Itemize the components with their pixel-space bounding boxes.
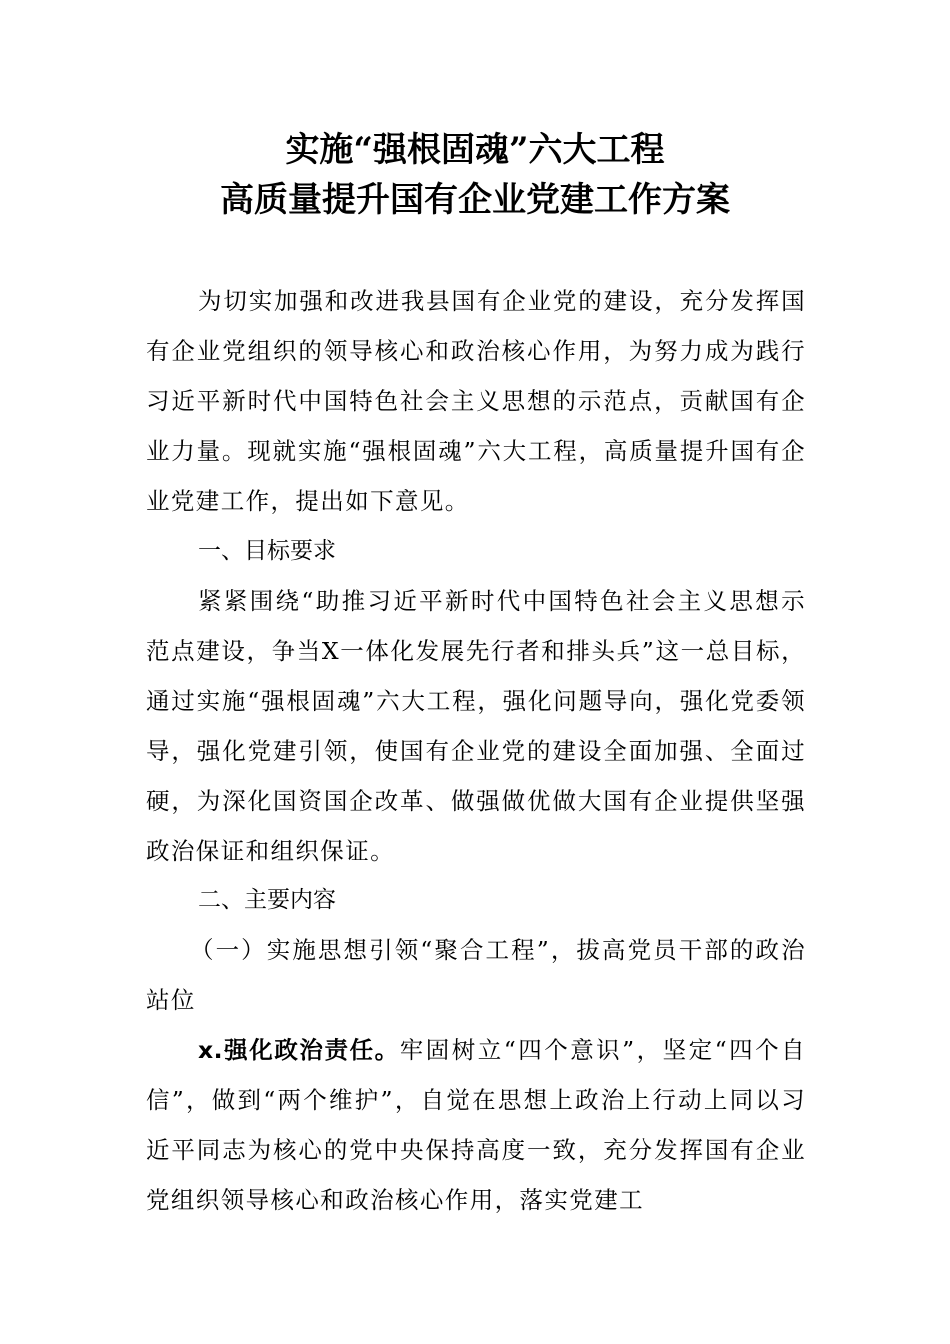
section-1-paragraph: 紧紧围绕“助推习近平新时代中国特色社会主义思想示范点建设，争当X一体化发展先行者和排头兵”这一总目标，通过实施“强根固魂”六大工程，强化问题导向，强化党委领导，强化党建引领，使国有企业党的建设全面加强、全面过硬，为深化国资国企改革、做强做优做大国有企业提供坚强政治保证和组织保证。 <box>146 587 806 865</box>
section-1-heading: 一、目标要求 <box>198 538 336 564</box>
subsection-1-heading: （一）实施思想引领“聚合工程”，拔高党员干部的政治站位 <box>146 936 806 1014</box>
item-1-lead: x.强化政治责任。 <box>198 1036 400 1064</box>
item-1-paragraph <box>146 1025 806 1225</box>
intro-paragraph: 为切实加强和改进我县国有企业党的建设，充分发挥国有企业党组织的领导核心和政治核心作用，为努力成为践行习近平新时代中国特色社会主义思想的示范点，贡献国有企业力量。现就实施“强根固魂”六大工程，高质量提升国有企业党建工作，提出如下意见。 <box>146 287 806 515</box>
document-title-line-2: 高质量提升国有企业党建工作方案 <box>220 180 730 220</box>
item-1-body: 牢固树立“四个意识”，坚定“四个自信”，做到“两个维护”，自觉在思想上政治上行动上同以习近平同志为核心的党中央保持高度一致，充分发挥国有企业党组织领导核心和政治核心作用，落实党建工 <box>146 1036 806 1214</box>
section-2-heading: 二、主要内容 <box>198 887 336 913</box>
document-title-line-1: 实施“强根固魂”六大工程 <box>285 130 665 170</box>
